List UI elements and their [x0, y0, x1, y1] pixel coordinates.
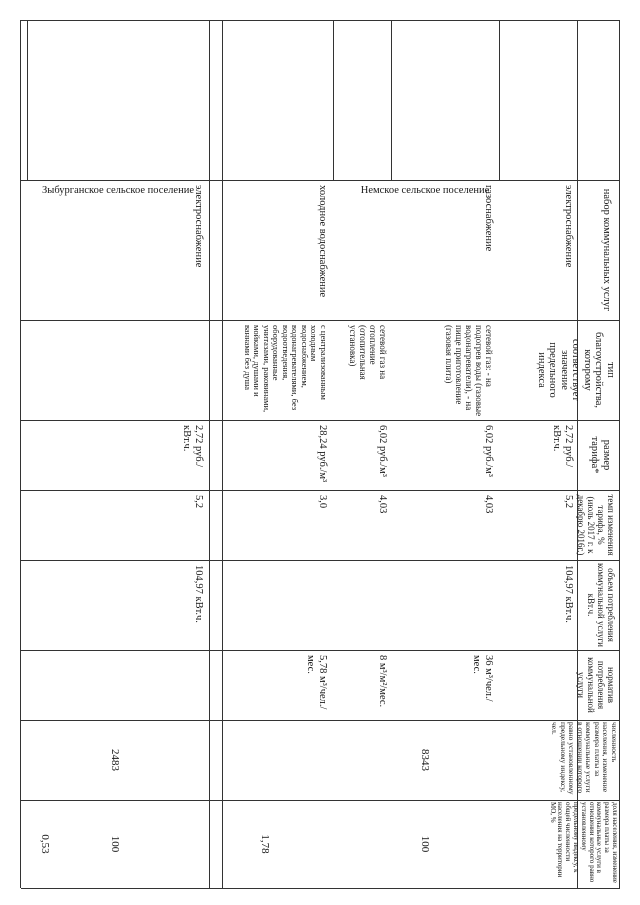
row-line [391, 20, 392, 180]
row-change: 5,2 [193, 495, 204, 509]
row-consumption: 104,97 кВт.ч. [563, 565, 574, 623]
header-tariff: размер тарифа* [589, 436, 612, 474]
settlement-name: Немское сельское поселение [360, 185, 490, 196]
row-tariff: 2,72 руб./кВт.ч. [181, 425, 204, 468]
col-line [21, 888, 620, 889]
header-services: набор коммунальных услуг [601, 188, 612, 312]
col-line [21, 720, 620, 721]
row-improvement: сетевой газ: - на подогрев воды (газовые водонагреватели), - на пище приготовление (газовая плита) [444, 325, 494, 417]
row-change: 4,03 [483, 495, 494, 514]
row-improvement: с централизованным холодным водоснабжением, водонагревателями, без водоотведения, оборудованные унитазами, раковинами, мойками, душами и ваннами без душа [243, 325, 329, 413]
row-line [499, 20, 500, 180]
settlement-name: Зыбурганское сельское поселение [42, 185, 194, 196]
share-subject-value: 0,53 [39, 834, 51, 854]
share-mo-value: 100 [419, 835, 431, 853]
header-consumption: объем потребления коммунальной услуги кВт.ч. [586, 563, 616, 647]
col-line [21, 800, 620, 801]
row-tariff: 2,72 руб./кВт.ч. [551, 425, 574, 468]
share-subject-value: 1,78 [259, 834, 271, 854]
col-line [21, 20, 620, 21]
row-tariff: 6,02 руб./м³ [377, 425, 388, 477]
table-border-bottom [20, 20, 21, 888]
row-consumption: 104,97 кВт.ч. [193, 565, 204, 623]
row-tariff: 28,24 руб./м³ [317, 425, 328, 483]
header-share-mo: доля населения, изменение размера платы за коммунальные услуги в отношении которого равно установленному предельному индексу, к общей численности населения на территории МО, % [548, 802, 619, 883]
row-change: 3,0 [317, 495, 328, 509]
row-improvement: сетевой газ на отопление (отопительная установка) [348, 325, 388, 380]
row-service: электроснабжение [563, 185, 574, 268]
col-line [21, 650, 620, 651]
row-change: 5,2 [563, 495, 574, 509]
col-line [21, 560, 620, 561]
row-norm: 5,78 м³/чел./мес. [305, 655, 328, 710]
population-value: 2483 [109, 749, 121, 771]
population-value: 8343 [419, 749, 431, 771]
row-change: 4,03 [377, 495, 388, 514]
section-divider [222, 20, 223, 888]
header-population: численность населения, изменение размера платы за коммунальные услуги в отношении которого равно установленному предельному индексу, чел. [550, 722, 619, 795]
share-mo-value: 100 [109, 835, 121, 853]
row-norm: 36 м³/чел./мес. [471, 655, 494, 702]
col-line [21, 320, 620, 321]
header-tariff-change: темп изменения тарифа, % (июль 2017 г. к декабрю 2016г.) [576, 494, 616, 556]
header-improvement: тип благоустройства, которому соответствует значение предельного индекса [536, 332, 616, 408]
col-line [21, 490, 620, 491]
row-service: газоснабжение [483, 185, 494, 252]
row-tariff: 6,02 руб./м³ [483, 425, 494, 477]
header-bottom-line-2 [209, 20, 210, 888]
col-line [21, 420, 620, 421]
row-service: холодное водоснабжение [317, 185, 328, 298]
row-line [333, 20, 334, 180]
row-line [27, 20, 28, 180]
col-line [21, 180, 620, 181]
row-norm: 8 м³/м²/мес. [377, 655, 388, 708]
header-norm: норматив потребления коммунальной услуги [576, 657, 616, 713]
table-border-top [619, 20, 620, 888]
row-service: электроснабжение [193, 185, 204, 268]
